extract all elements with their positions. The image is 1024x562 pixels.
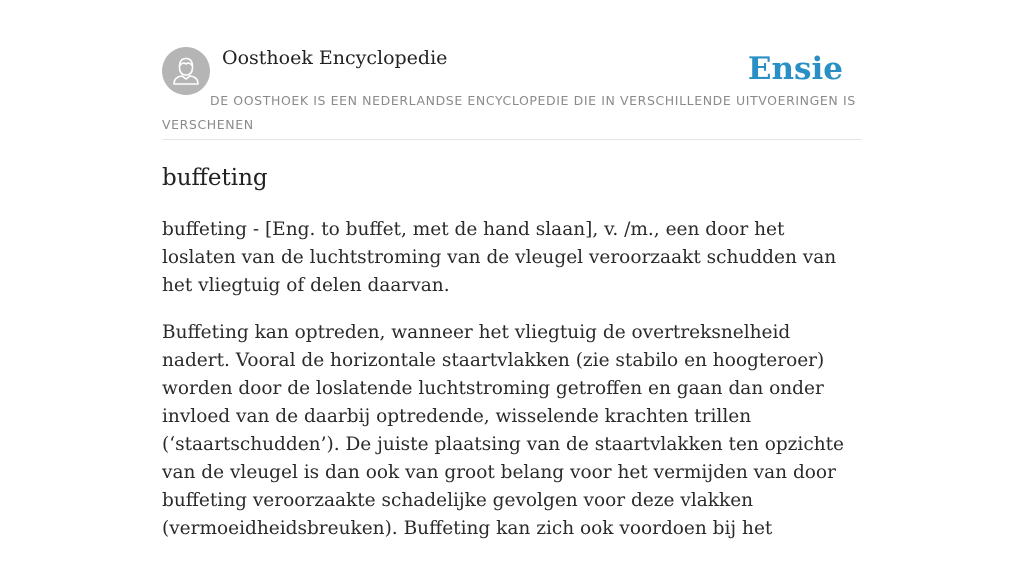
content-column — [162, 0, 862, 539]
article-body — [162, 216, 862, 562]
publication-description: DE OOSTHOEK IS EEN NEDERLANDSE ENCYCLOPEDIE DIE IN VERSCHILLENDE UITVOERINGEN IS VERSCHENEN — [162, 93, 856, 132]
publication-header — [162, 0, 862, 140]
article-paragraph-definition: buffeting - [Eng. to buffet, met de hand slaan], v. /m., een door het loslaten van de luchtstroming van de vleugel veroorzaakt schudden van het vliegtuig of delen daarvan. — [162, 219, 837, 296]
ensie-logo-link[interactable]: Ensie — [747, 51, 843, 87]
article-paragraph: Buffeting kan optreden, wanneer het vliegtuig de overtreksnelheid nadert. Vooral de horizontale staartvlakken (zie stabilo en hoogteroer) worden door de loslatende luchtstroming getroffen en gaan dan onder invloed van de daarbij optredende, wisselende krachten trillen (‘staartschudden’). De juiste plaatsing van de staartvlakken ten opzichte van de vleugel is dan ook van groot belang voor het vermijden van door buffeting veroorzaakte schadelijke gevolgen voor deze vlakken (vermoeidheidsbreuken). Buffeting kan zich ook voordoen bij het — [162, 322, 844, 539]
publication-title-link[interactable]: Oosthoek Encyclopedie — [222, 47, 448, 69]
article-title: buffeting — [162, 165, 268, 191]
publication-avatar[interactable] — [162, 47, 210, 95]
user-silhouette-icon — [162, 47, 210, 95]
